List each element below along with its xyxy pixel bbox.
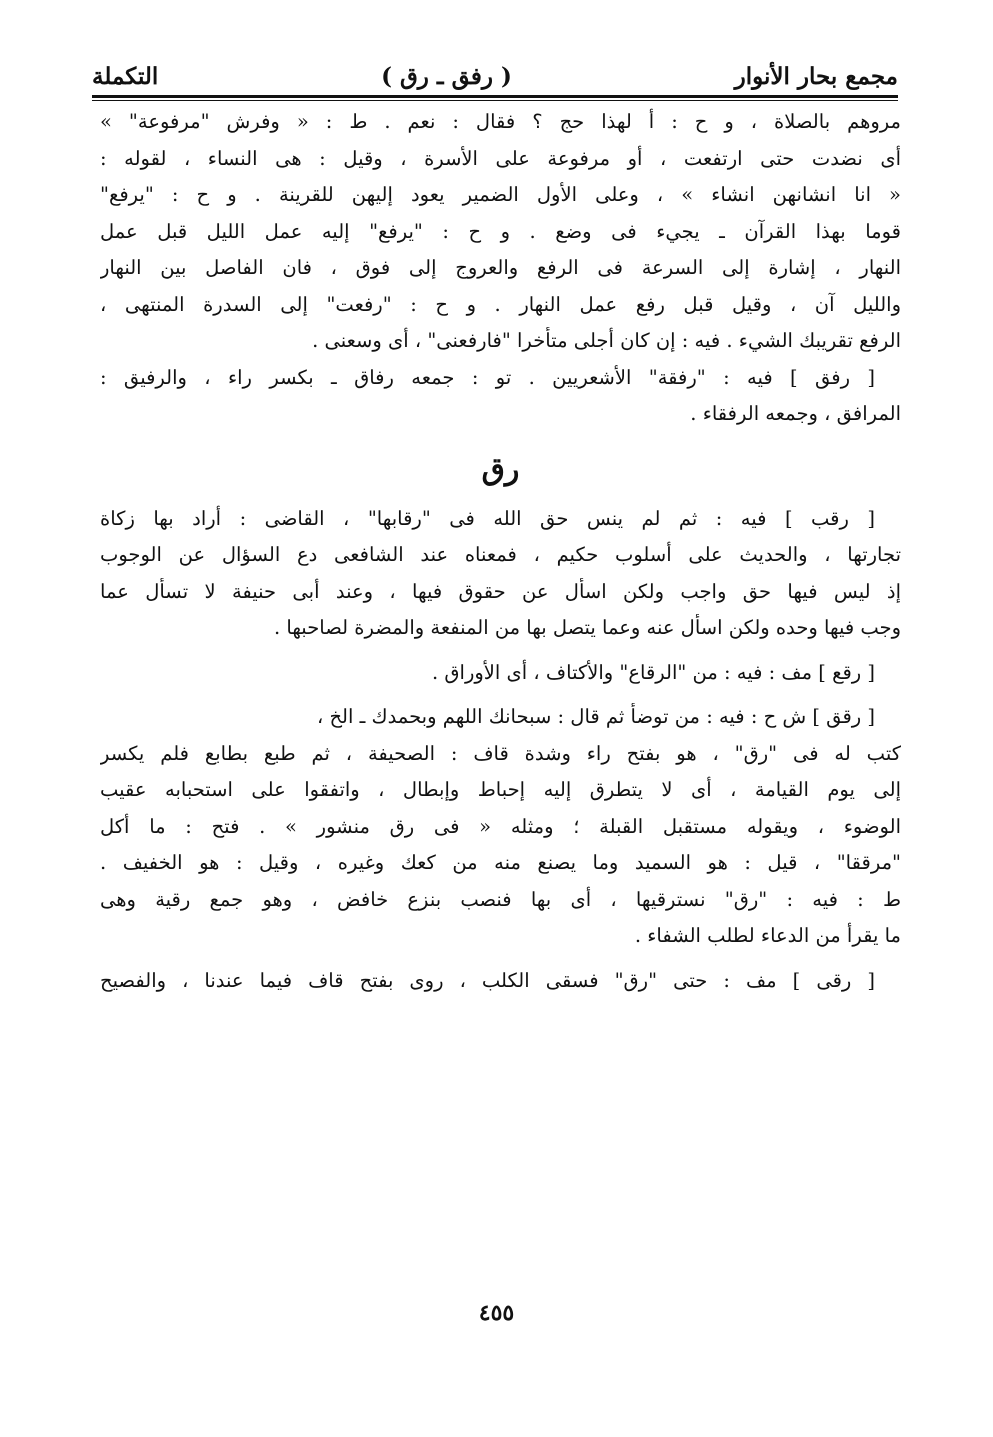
entry-raqab: [ رقب ] فيه : ثم لم ينس حق الله فى "رقابها" ، القاضى : أراد بها زكاة <box>100 506 875 530</box>
entry-raqa-last: [ رقى ] مف : حتى "رق" فسقى الكلب ، روى بفتح قاف فيما عندنا ، والفصيح <box>100 968 875 992</box>
entry-rafaq: [ رفق ] فيه : "رفقة" الأشعريين . تو : جمعه رفاق ـ بكسر راء ، والرفيق : <box>100 365 875 389</box>
running-header <box>92 48 898 96</box>
section-title: رق <box>481 451 520 487</box>
text-line: "مرققا" ، قيل : هو السميد وما يصنع منه من كعك وغيره ، وقيل : هو الخفيف . <box>100 851 901 874</box>
text-line: ط : فيه : "رق" نسترقيها ، أى بها فنصب بنزع خافض ، وهو جمع رقية وهى <box>100 887 901 911</box>
text-line: النهار ، إشارة إلى السرعة فى الرفع والعروج إلى فوق ، فان الفاصل بين النهار <box>100 256 901 279</box>
text-line: وجب فيها وحده ولكن اسأل عنه وعما يتصل بها من المنفعة والمضرة لصاحبها . <box>273 616 901 639</box>
text-line: أى نضدت حتى ارتفعت ، أو مرفوعة على الأسرة ، وقيل : هى النساء ، لقوله : <box>100 146 901 170</box>
header-center-title: ( رفق ـ رق ) <box>381 63 512 90</box>
page-body <box>100 108 901 1003</box>
entry-raqaq: [ رقق ] ش ح : فيه : من توضأ ثم قال : سبحانك اللهم وبحمدك ـ الخ ، <box>316 705 875 728</box>
text-line: إذ ليس فيها حق واجب ولكن اسأل عن حقوق فيها ، وعند أبى حنيفة لا تسأل عما <box>100 579 901 603</box>
header-right-title: مجمع بحار الأنوار <box>734 63 898 90</box>
text-line: ما يقرأ من الدعاء لطلب الشفاء . <box>634 924 901 947</box>
text-line: مروهم بالصلاة ، و ح : أ لهذا حج ؟ فقال : نعم . ط : « وفرش "مرفوعة" » <box>100 110 901 133</box>
header-rule-thin <box>92 100 898 101</box>
header-left-title: التكملة <box>92 63 159 90</box>
text-line: قوما بهذا القرآن ـ يجيء فى وضع . و ح : "يرفع" إليه عمل الليل قبل عمل <box>100 219 901 243</box>
header-rule-thick <box>92 95 898 98</box>
page-number: ٤٥٥ <box>478 1300 515 1326</box>
text-line: الرفع تقريبك الشيء . فيه : إن كان أجلى متأخرا "فارفعنى" ، أى وسعنى . <box>312 329 901 352</box>
text-line: الوضوء ، ويقوله مستقبل القبلة ؛ ومثله « فى رق منشور » . فتح : ما أكل <box>100 814 901 838</box>
text-line: المرافق ، وجمعه الرفقاء . <box>690 402 901 425</box>
text-line: « انا انشانهن انشاء » ، وعلى الأول الضمير يعود إليهن للقرينة . و ح : "يرفع" <box>100 183 901 206</box>
text-line: تجارتها ، والحديث على أسلوب حكيم ، فمعناه عند الشافعى دع السؤال عن الوجوب <box>100 543 901 566</box>
entry-raqa: [ رقع ] مف : فيه : من "الرقاع" والأكتاف ، أى الأوراق . <box>432 660 875 684</box>
text-line: والليل آن ، وقيل قبل رفع عمل النهار . و ح : "رفعت" إلى السدرة المنتهى ، <box>100 292 901 316</box>
text-line: كتب له فى "رق" ، هو بفتح راء وشدة قاف : الصحيفة ، ثم طبع بطابع فلم يكسر <box>100 741 901 765</box>
text-line: إلى يوم القيامة ، أى لا يتطرق إليه إحباط وإبطال ، واتفقوا على استحبابه عقيب <box>100 778 901 801</box>
